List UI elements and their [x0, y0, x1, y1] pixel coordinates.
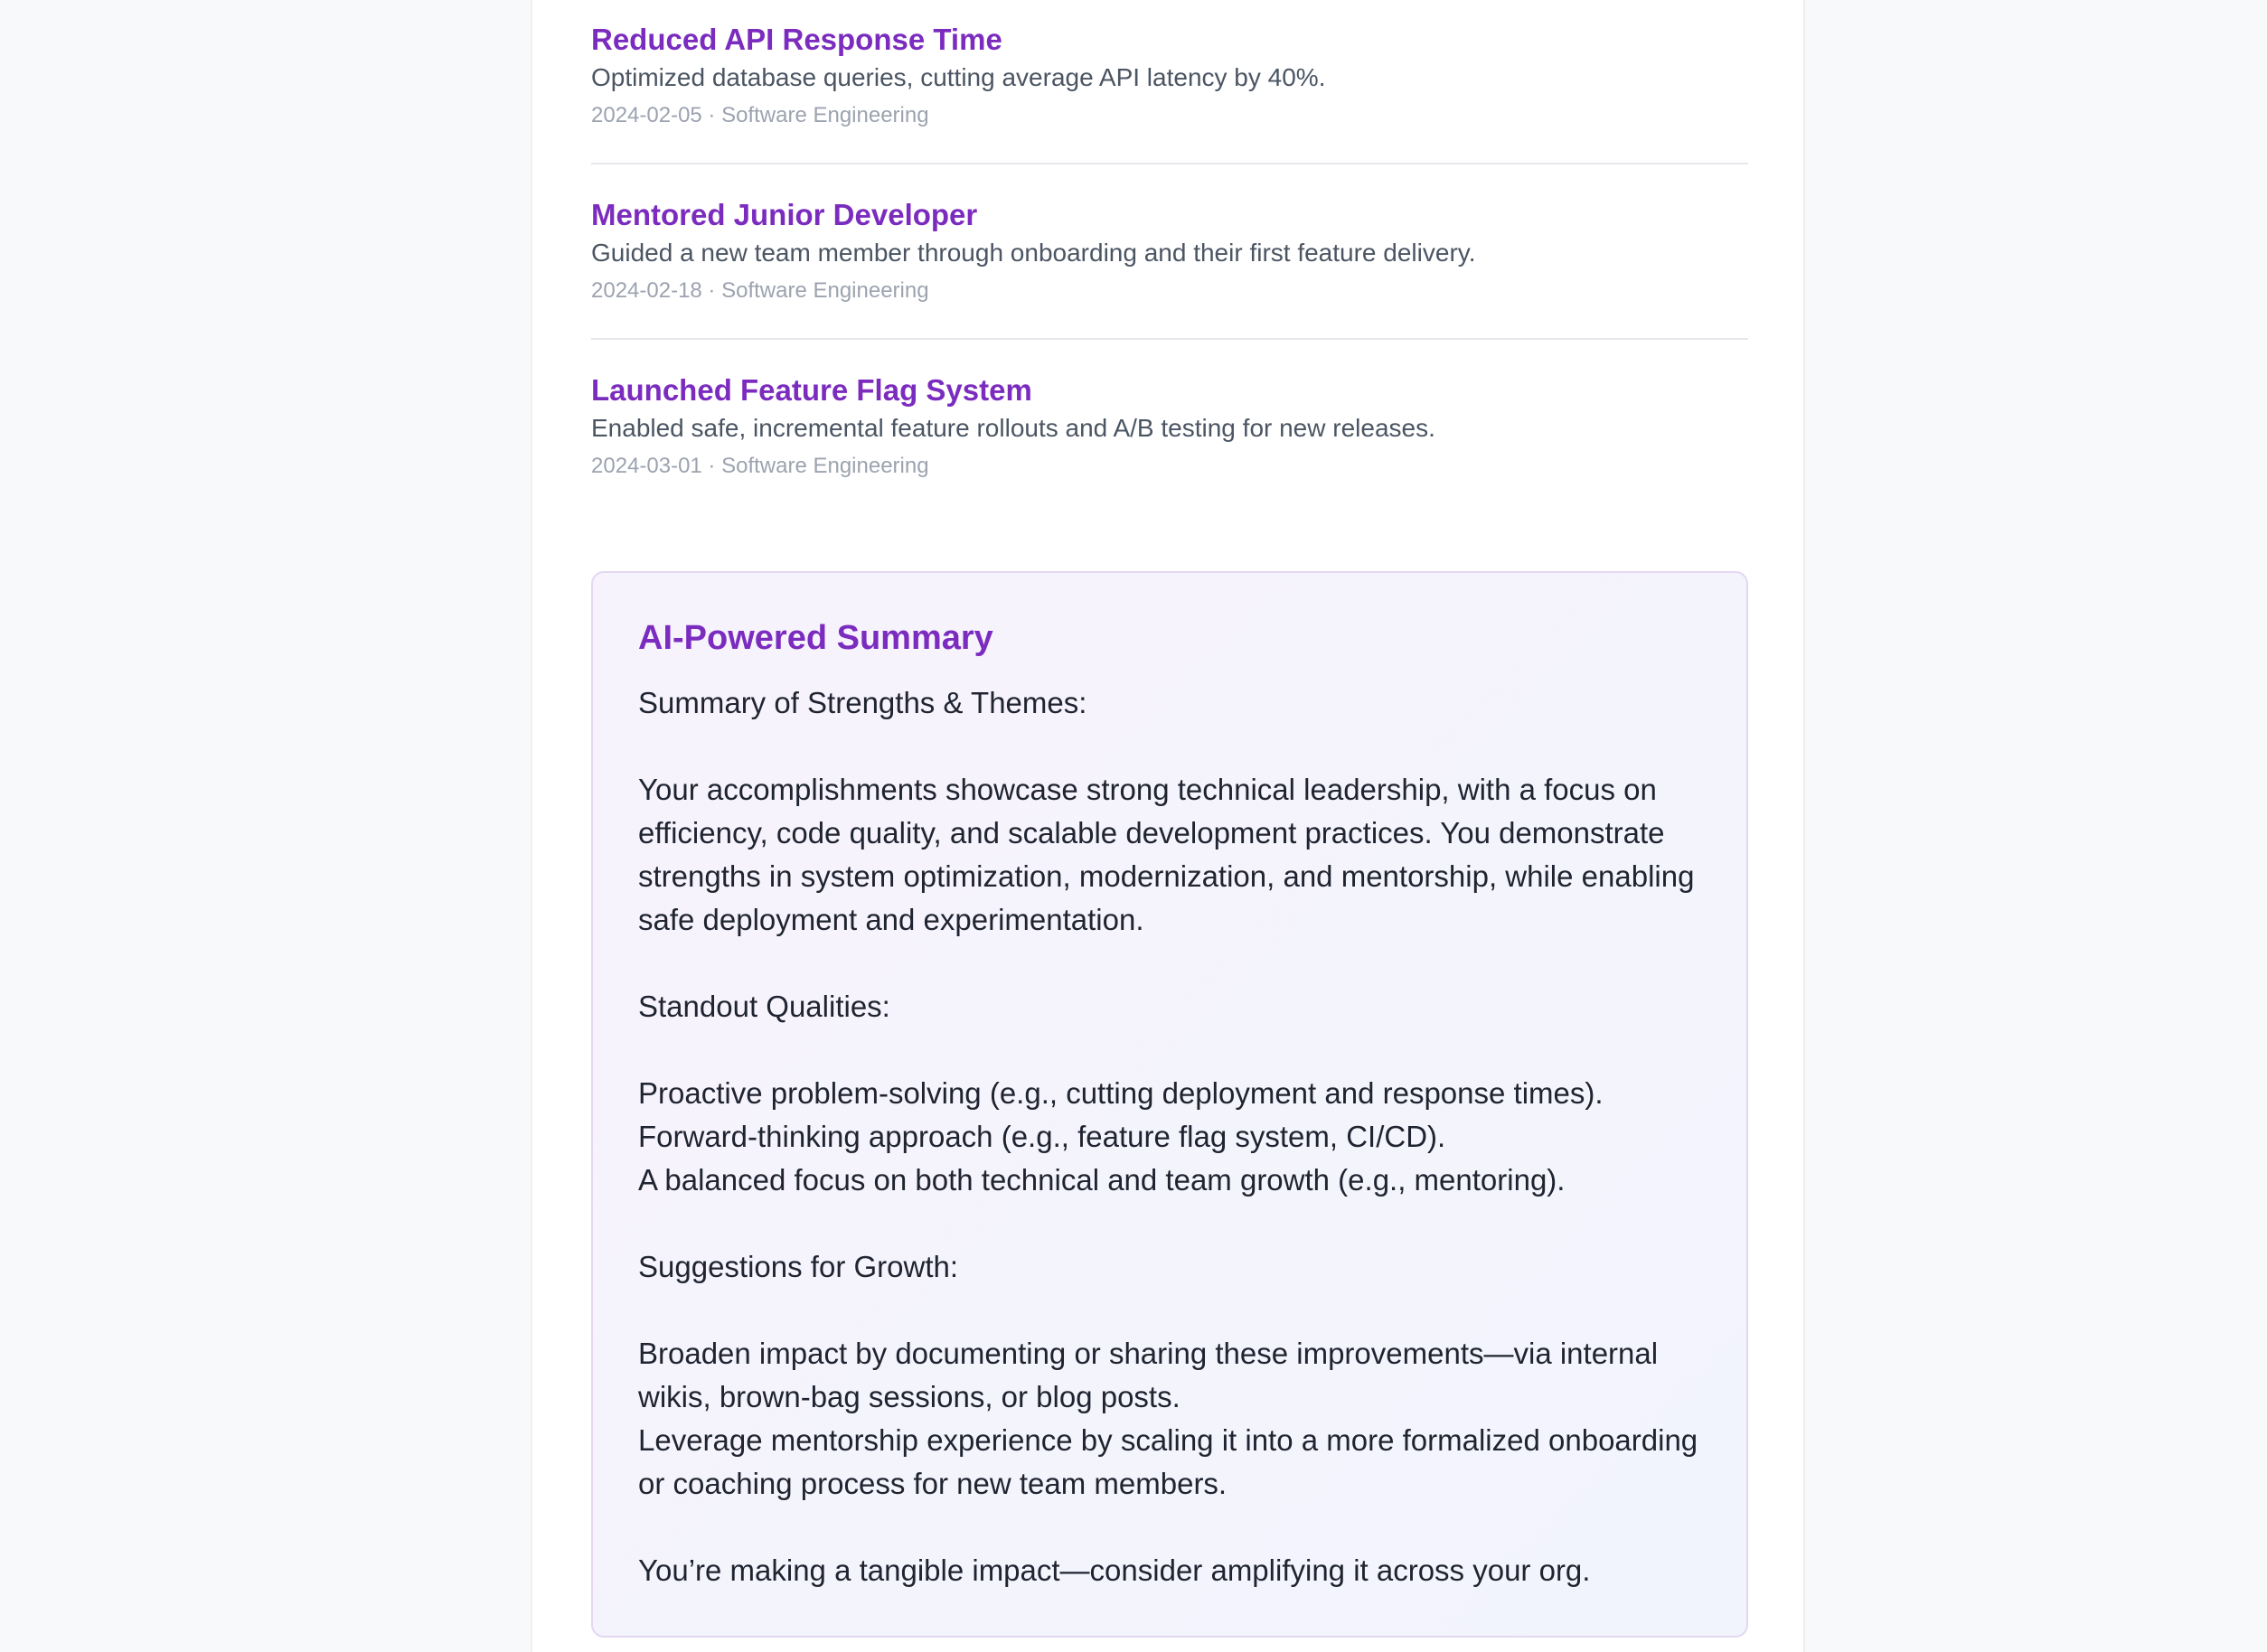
accomplishment-description: Guided a new team member through onboarding and their first feature delivery.	[591, 239, 1476, 267]
summary-text-line: Leverage mentorship experience by scaling it into a more formalized onboarding	[638, 1423, 1698, 1457]
accomplishment-meta: 2024-02-18 · Software Engineering	[591, 278, 929, 303]
summary-text-line: Your accomplishments showcase strong technical leadership, with a focus on	[638, 773, 1657, 806]
summary-text-line: safe deployment and experimentation.	[638, 903, 1144, 936]
summary-text-line: Broaden impact by documenting or sharing these improvements—via internal	[638, 1337, 1659, 1370]
summary-text-line: efficiency, code quality, and scalable development practices. You demonstrate	[638, 816, 1665, 849]
accomplishment-meta: 2024-03-01 · Software Engineering	[591, 454, 929, 478]
summary-spacer	[638, 1289, 1714, 1332]
summary-text-line: Forward-thinking approach (e.g., feature flag system, CI/CD).	[638, 1120, 1446, 1153]
accomplishment-description: Enabled safe, incremental feature rollouts and A/B testing for new releases.	[591, 414, 1435, 442]
page-card	[531, 0, 1805, 1652]
ai-summary-body	[638, 681, 1714, 1592]
accomplishment-title[interactable]: Reduced API Response Time	[591, 23, 1002, 56]
ai-summary-panel	[591, 571, 1748, 1638]
summary-spacer	[638, 725, 1714, 768]
summary-spacer	[638, 1506, 1714, 1549]
summary-text-line: strengths in system optimization, modernization, and mentorship, while enabling	[638, 859, 1695, 893]
accomplishment-description: Optimized database queries, cutting average API latency by 40%.	[591, 63, 1326, 91]
summary-text-line: or coaching process for new team members.	[638, 1467, 1228, 1500]
summary-text-line: A balanced focus on both technical and team growth (e.g., mentoring).	[638, 1163, 1566, 1197]
accomplishment-title[interactable]: Launched Feature Flag System	[591, 373, 1032, 407]
divider	[591, 163, 1748, 164]
summary-text-line: Proactive problem-solving (e.g., cutting deployment and response times).	[638, 1076, 1604, 1110]
summary-heading: Summary of Strengths & Themes:	[638, 686, 1087, 719]
summary-text-line: You’re making a tangible impact—consider amplifying it across your org.	[638, 1553, 1591, 1587]
summary-heading: Suggestions for Growth:	[638, 1250, 959, 1283]
divider	[591, 338, 1748, 340]
ai-summary-title: AI-Powered Summary	[638, 619, 993, 657]
accomplishment-meta: 2024-02-05 · Software Engineering	[591, 103, 929, 127]
accomplishment-title[interactable]: Mentored Junior Developer	[591, 198, 978, 231]
summary-text-line: wikis, brown-bag sessions, or blog posts.	[638, 1380, 1181, 1413]
summary-heading: Standout Qualities:	[638, 990, 890, 1023]
summary-spacer	[638, 1028, 1714, 1072]
summary-spacer	[638, 942, 1714, 985]
summary-spacer	[638, 1202, 1714, 1245]
